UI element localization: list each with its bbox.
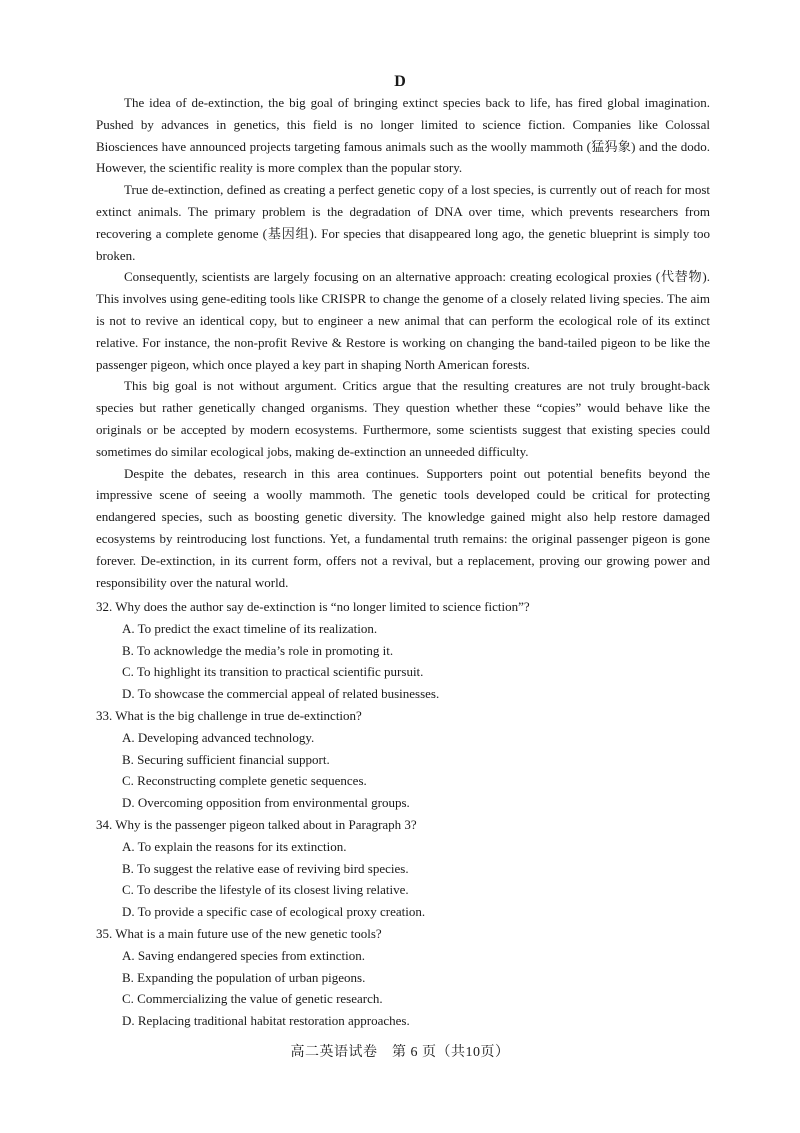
option-b[interactable]: B. To acknowledge the media’s role in promoting it. xyxy=(122,642,394,658)
paragraph-5: Despite the debates, research in this area continues. Supporters point out potential benefits beyond the impressive scene of seeing a woolly mammoth. The genetic tools developed could be critical for protecting endangered species, such as boosting genetic diversity. The knowledge gained might also help restore damaged ecosystems by reintroducing lost functions. Yet, a fundamental truth remains: the original passenger pigeon is gone forever. De-extinction, in its current form, offers not a revival, but a replacement, proving our growing power and responsibility over the natural world. xyxy=(96,465,710,590)
option-d[interactable]: D. Replacing traditional habitat restoration approaches. xyxy=(122,1013,410,1029)
page-footer: 高二英语试卷 第 6 页（共10页） xyxy=(290,1045,510,1060)
option-b[interactable]: B. To suggest the relative ease of reviving bird species. xyxy=(122,860,409,876)
option-b[interactable]: B. Expanding the population of urban pigeons. xyxy=(122,969,366,985)
paragraph-3: Consequently, scientists are largely focusing on an alternative approach: creating ecological proxies (代替物). This involves using gene-editing tools like CRISPR to change the genome of a closely related living species. The aim is not to revive an identical copy, but to engineer a new animal that can perform the ecological role of its extinct relative. For instance, the non-profit Revive & Restore is working on changing the band-tailed pigeon to be like the passenger pigeon, which once played a key part in shaping North American forests. xyxy=(96,269,710,372)
option-c[interactable]: C. Reconstructing complete genetic sequences. xyxy=(122,773,367,789)
question-stem: 35. What is a main future use of the new genetic tools? xyxy=(96,925,382,941)
question-33 xyxy=(96,705,710,814)
paragraph-1: The idea of de-extinction, the big goal of bringing extinct species back to life, has fired global imagination. Pushed by advances in genetics, this field is no longer limited to science fiction. Companies like Colossal Biosciences have announced projects targeting famous animals such as the woolly mammoth (猛犸象) and the dodo. However, the scientific reality is more complex than the popular story. xyxy=(96,95,710,176)
paragraph-2: True de-extinction, defined as creating a perfect genetic copy of a lost species, is currently out of reach for most extinct animals. The primary problem is the degradation of DNA over time, which prevents researchers from recovering a complete genome (基因组). For species that disappeared long ago, the genetic blueprint is simply too broken. xyxy=(96,182,710,263)
question-stem: 32. Why does the author say de-extinction is “no longer limited to science fiction”? xyxy=(96,599,530,614)
option-c[interactable]: C. To describe the lifestyle of its closest living relative. xyxy=(122,882,409,898)
option-a[interactable]: A. Developing advanced technology. xyxy=(122,729,315,745)
question-34 xyxy=(96,814,710,923)
question-list xyxy=(96,596,710,1032)
option-a[interactable]: A. To predict the exact timeline of its realization. xyxy=(122,620,378,636)
option-a[interactable]: A. To explain the reasons for its extinction. xyxy=(122,838,347,854)
option-d[interactable]: D. To provide a specific case of ecological proxy creation. xyxy=(122,904,426,920)
option-a[interactable]: A. Saving endangered species from extinction. xyxy=(122,947,365,963)
option-c[interactable]: C. To highlight its transition to practical scientific pursuit. xyxy=(122,664,424,680)
reading-passage xyxy=(96,92,710,593)
question-stem: 34. Why is the passenger pigeon talked about in Paragraph 3? xyxy=(96,816,417,832)
paragraph-4: This big goal is not without argument. Critics argue that the resulting creatures are not truly brought-back species but rather genetically changed organisms. They question whether these “copies” would behave like the originals or be accepted by modern ecosystems. Furthermore, some scientists suggest that existing species could sometimes do similar ecological jobs, making de-extinction an unneeded difficulty. xyxy=(96,378,710,459)
section-title: D xyxy=(394,73,406,90)
option-b[interactable]: B. Securing sufficient financial support. xyxy=(122,751,330,767)
question-35 xyxy=(96,923,710,1032)
option-c[interactable]: C. Commercializing the value of genetic research. xyxy=(122,991,383,1007)
question-stem: 33. What is the big challenge in true de-extinction? xyxy=(96,707,362,723)
option-d[interactable]: D. To showcase the commercial appeal of related businesses. xyxy=(122,686,440,702)
question-32 xyxy=(96,596,710,705)
option-d[interactable]: D. Overcoming opposition from environmental groups. xyxy=(122,795,410,811)
